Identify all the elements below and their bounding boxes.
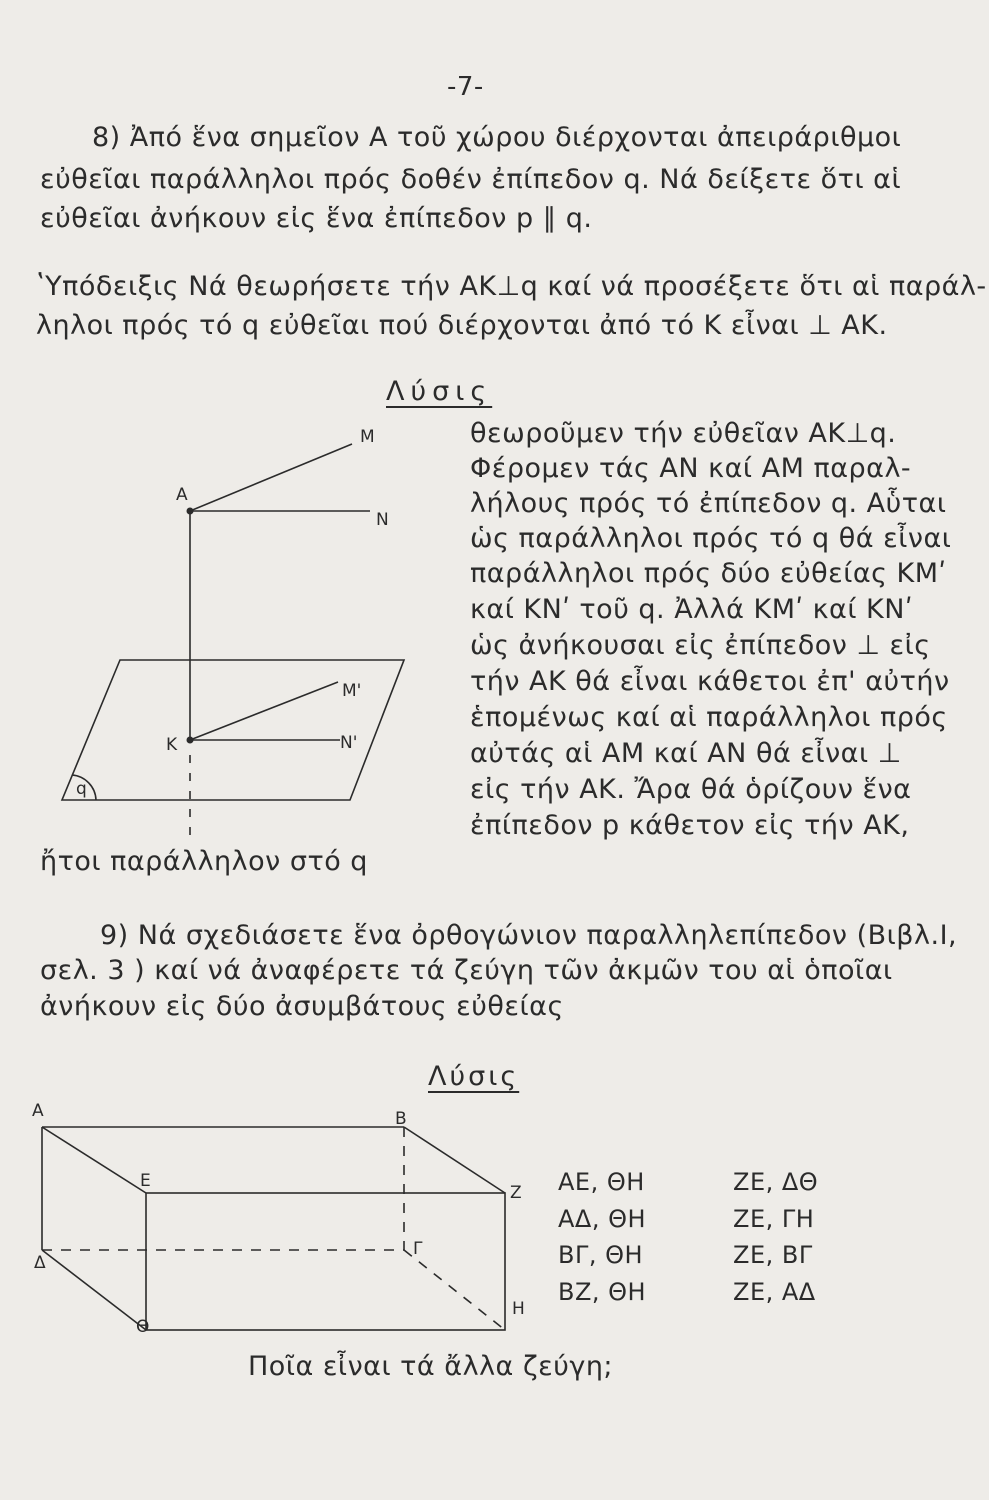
solution8-line-12: ἐπίπεδον p κάθετον εἰς τήν ΑΚ, xyxy=(470,810,910,841)
closing-question: Ποῖα εἶναι τά ἄλλα ζεύγη; xyxy=(248,1351,614,1382)
point-k xyxy=(187,737,194,744)
problem9-line-3: ἀνήκουν εἰς δύο ἀσυμβάτους εὐθείας xyxy=(40,991,564,1022)
edge-gamma-h-hidden xyxy=(404,1250,505,1330)
hint-line-1: ʽΥπόδειξις Νά θεωρήσετε τήν ΑΚ⊥q καί νά προσέξετε ὅτι αἱ παράλ- xyxy=(36,271,987,302)
solution8-line-2: Φέρομεν τάς ΑΝ καί ΑΜ παραλ- xyxy=(470,453,912,484)
solution8-line-6: καί ΚΝʹ τοῦ q. Ἀλλά ΚΜʹ καί ΚΝʹ xyxy=(470,594,913,625)
pair-right-1: ΖΕ, ΔΘ xyxy=(733,1168,819,1196)
edge-d-theta xyxy=(42,1250,146,1330)
solution8-line-4: ὡς παράλληλοι πρός τό q θά εἶναι xyxy=(470,523,952,554)
pair-right-3: ΖΕ, ΒΓ xyxy=(733,1241,813,1269)
pair-left-1: ΑΕ, ΘΗ xyxy=(558,1168,645,1196)
point-a xyxy=(187,508,194,515)
problem9-line-1: 9) Νά σχεδιάσετε ἕνα ὀρθογώνιον παραλληλεπίπεδον (Βιβλ.Ι, xyxy=(100,920,958,951)
label-e9: E xyxy=(140,1171,151,1191)
page-number: -7- xyxy=(447,72,484,102)
label-k: K xyxy=(166,735,178,755)
pair-right-2: ΖΕ, ΓΗ xyxy=(733,1205,815,1233)
label-gamma9: Γ xyxy=(413,1239,423,1259)
line-km-prime xyxy=(190,682,338,740)
solution8-line-7: ὡς ἀνήκουσαι εἰς ἐπίπεδον ⊥ εἰς xyxy=(470,630,931,661)
label-n: N xyxy=(376,510,389,530)
front-face xyxy=(146,1193,505,1330)
label-m: M xyxy=(360,427,375,447)
line-am xyxy=(190,444,352,511)
hint-line-2: ληλοι πρός τό q εὐθεῖαι πού διέρχονται ἀπό τό Κ εἶναι ⊥ ΑΚ. xyxy=(36,310,888,341)
solution8-line-10: αὐτάς αἱ ΑΜ καί ΑΝ θά εἶναι ⊥ xyxy=(470,738,902,769)
label-a9: A xyxy=(32,1101,44,1121)
solution8-final-line: ἤτοι παράλληλον στό q xyxy=(40,846,368,877)
solution-title-8: Λύσις xyxy=(386,376,493,407)
label-a: A xyxy=(176,485,188,505)
problem9-line-2: σελ. 3 ) καί νά ἀναφέρετε τά ζεύγη τῶν ἀκμῶν του αἱ ὁποῖαι xyxy=(40,955,893,986)
solution8-line-5: παράλληλοι πρός δύο εὐθείας ΚΜʹ xyxy=(470,558,947,589)
pair-left-3: ΒΓ, ΘΗ xyxy=(558,1241,644,1269)
label-q: q xyxy=(76,779,87,799)
label-n-prime: N' xyxy=(340,733,358,753)
problem8-line-1: 8) Ἀπό ἕνα σημεῖον Α τοῦ χώρου διέρχονται ἀπειράριθμοι xyxy=(92,122,902,153)
pair-left-2: ΑΔ, ΘΗ xyxy=(558,1205,647,1233)
pair-right-4: ΖΕ, ΑΔ xyxy=(733,1278,816,1306)
pair-left-4: ΒΖ, ΘΗ xyxy=(558,1278,647,1306)
solution8-line-3: λήλους πρός τό ἐπίπεδον q. Αὗται xyxy=(470,488,947,519)
label-b9: B xyxy=(395,1109,407,1129)
label-h9: H xyxy=(512,1299,525,1319)
solution-title-9: Λύσις xyxy=(428,1061,520,1092)
figure-plane-perpendicular xyxy=(0,410,470,880)
edge-ae xyxy=(42,1127,146,1193)
label-theta9: Θ xyxy=(136,1317,150,1337)
problem8-line-2: εὐθεῖαι παράλληλοι πρός δοθέν ἐπίπεδον q. Νά δείξετε ὅτι αἱ xyxy=(40,164,902,195)
solution8-line-8: τήν ΑΚ θά εἶναι κάθετοι ἐπ' αὐτήν xyxy=(470,666,950,697)
problem8-line-3: εὐθεῖαι ἀνήκουν εἰς ἕνα ἐπίπεδον p ∥ q. xyxy=(40,203,593,234)
figure-parallelepiped xyxy=(0,1090,560,1340)
label-delta9: Δ xyxy=(34,1253,46,1273)
label-z9: Z xyxy=(510,1183,522,1203)
solution8-line-11: εἰς τήν ΑΚ. Ἄρα θά ὁρίζουν ἕνα xyxy=(470,774,912,805)
solution8-line-1: θεωροῦμεν τήν εὐθεῖαν ΑΚ⊥q. xyxy=(470,418,897,449)
label-m-prime: M' xyxy=(342,681,362,701)
edge-bz xyxy=(404,1127,505,1193)
solution8-line-9: ἑπομένως καί αἱ παράλληλοι πρός xyxy=(470,702,948,733)
